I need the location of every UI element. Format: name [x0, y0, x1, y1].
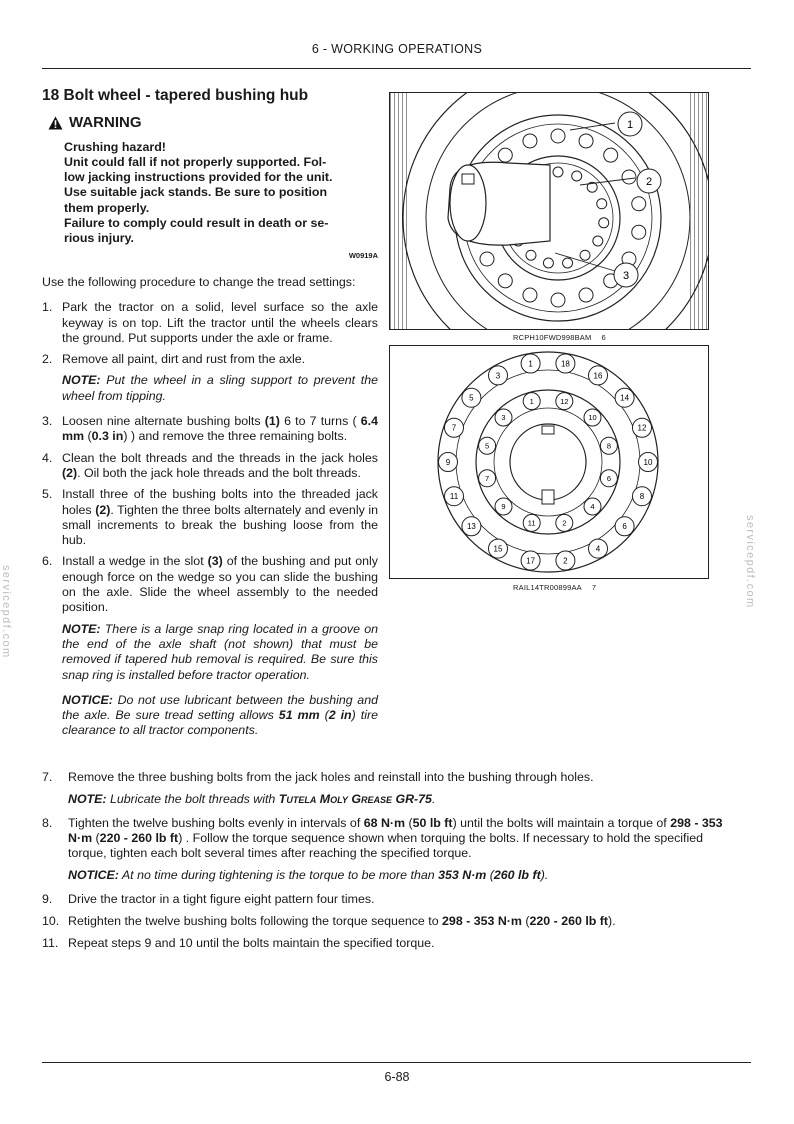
- grease-name: Tutela Moly Grease: [278, 792, 393, 807]
- hub-bolt: [599, 218, 609, 228]
- measure-metric: 51 mm: [278, 708, 320, 723]
- warning-line: Unit could fall if not properly supported. Fol-: [64, 154, 327, 169]
- figure-6-caption: [513, 333, 606, 342]
- step-text: of the bushing and put only enough force on the wedge so you can slide the bushing on the axle. Slide the wheel assembly to the needed position.: [62, 554, 379, 615]
- outer-bolt-label: 5: [469, 393, 474, 403]
- hub-bolt: [523, 288, 537, 302]
- step-text-part: Retighten the twelve bushing bolts following the torque sequence to: [68, 914, 443, 929]
- step-7: [42, 770, 732, 785]
- watermark-right: servicepdf.com: [744, 515, 756, 609]
- warning-body: [64, 140, 378, 263]
- hub-bolt: [498, 148, 512, 162]
- step-text: . Oil both the jack hole threads and the bolt threads.: [77, 465, 361, 480]
- step-11: [42, 936, 732, 951]
- continued-steps: [42, 770, 732, 959]
- measure-metric: 6.4 mm: [62, 414, 378, 444]
- step-number: 6.: [42, 554, 53, 569]
- hub-bolt: [632, 197, 646, 211]
- step-text-part: (: [521, 914, 530, 929]
- step-6: [42, 554, 378, 615]
- hub-bolt: [579, 134, 593, 148]
- warning-triangle-icon: [48, 116, 63, 130]
- torque-range-imperial: 220 - 260 lb ft: [99, 830, 179, 845]
- hub-bolt: [597, 199, 607, 209]
- torque-max-imperial: 260 lb ft: [493, 868, 541, 883]
- step-text: Repeat steps 9 and 10 until the bolts maintain the specified torque.: [68, 936, 435, 951]
- step-text-part: (: [92, 830, 100, 845]
- hub-bolt: [593, 236, 603, 246]
- measure-imperial: 0.3 in: [91, 429, 124, 444]
- warning-line: rious injury.: [64, 231, 134, 246]
- hub-bolt: [579, 288, 593, 302]
- inner-bolt-label: 4: [590, 502, 595, 512]
- torque-sequence-diagram: [390, 346, 708, 578]
- step-text: 6 to 7 turns (: [279, 414, 361, 429]
- outer-bolt-label: 14: [620, 393, 630, 403]
- outer-bolt-label: 4: [595, 544, 601, 554]
- figure-code: RAIL14TR00899AA: [513, 583, 582, 592]
- inner-bolt-label: 1: [529, 396, 534, 406]
- step-number: 9.: [42, 891, 53, 906]
- step-2: [42, 352, 378, 367]
- inner-bolt-label: 7: [485, 474, 490, 483]
- note-text: Put the wheel in a sling support to prevent the wheel from tipping.: [62, 373, 378, 403]
- intro-text: Use the following procedure to change the tread settings:: [42, 274, 356, 289]
- outer-bolt-label: 16: [593, 371, 603, 381]
- grease-code: GR-75: [392, 792, 432, 807]
- hub-bolt: [604, 148, 618, 162]
- callout-ref: (1): [264, 414, 280, 429]
- outer-bolt-label: 17: [526, 556, 536, 566]
- step-text: [68, 914, 732, 929]
- left-column: [42, 88, 378, 749]
- inner-bolt-label: 6: [606, 474, 611, 483]
- figure-number: 6: [601, 333, 606, 342]
- inner-bolt-label: 5: [485, 441, 490, 451]
- notice-label: NOTICE:: [62, 692, 113, 707]
- warning-line: Use suitable jack stands. Be sure to position: [64, 185, 328, 200]
- step-text: . Tighten the three bolts alternately and evenly in small increments to break the bushing loose from the hub.: [62, 502, 378, 548]
- hub-bolt: [526, 250, 536, 260]
- notice-text: (: [319, 708, 329, 723]
- note-text: .: [431, 792, 436, 807]
- torque-imperial: 50 lb ft: [412, 815, 453, 830]
- torque-max-metric: 353 N·m: [438, 868, 487, 883]
- figure-7-torque-sequence: [389, 345, 709, 579]
- notice-text: At no time during tightening is the torque to be more than: [118, 868, 439, 883]
- step-3: [42, 414, 378, 445]
- step-number: 11.: [42, 936, 59, 951]
- step-8: [42, 816, 732, 862]
- step-4: [42, 451, 378, 482]
- page-number: 6-88: [384, 1070, 410, 1084]
- inner-bolt-label: 2: [562, 518, 567, 528]
- note-text: There is a large snap ring located in a groove on the end of the axle shaft (not shown) that must be removed if tapered hub removal is required. Be sure this snap ring is installed before tractor operation.: [62, 621, 378, 682]
- hub-bolt: [572, 171, 582, 181]
- notice-lubricant: [62, 693, 378, 739]
- note-snap-ring: [62, 622, 378, 683]
- inner-bolt-label: 10: [588, 413, 597, 423]
- notice-text: ) tire clearance to all tractor components.: [62, 708, 378, 738]
- outer-bolt-label: 13: [466, 522, 476, 532]
- hub-bolt: [523, 134, 537, 148]
- notice-label: NOTICE:: [68, 868, 119, 883]
- outer-bolt-label: 1: [528, 359, 533, 369]
- step-number: 7.: [42, 770, 53, 784]
- outer-bolt-label: 8: [639, 492, 645, 502]
- step-text-part: Tighten the twelve bushing bolts evenly in intervals of: [68, 815, 364, 830]
- hub-bolt: [553, 167, 563, 177]
- step-1: [42, 300, 378, 346]
- step-5: [42, 487, 378, 548]
- torque-range-metric: 298 - 353 N·m: [442, 914, 522, 929]
- outer-bolt-label: 2: [563, 556, 568, 566]
- header-rule: [42, 68, 751, 69]
- warning-code: W0919A: [348, 250, 378, 260]
- warning-line: low jacking instructions provided for the unit.: [64, 170, 333, 185]
- warning-heading: [48, 115, 378, 130]
- step-number: 10.: [42, 914, 60, 929]
- outer-bolt-label: 10: [643, 457, 653, 467]
- step-text: Drive the tractor in a tight figure eight pattern four times.: [68, 891, 375, 906]
- warning-line: them properly.: [64, 200, 150, 215]
- outer-bolt-label: 3: [495, 371, 501, 381]
- step-number: 1.: [42, 300, 53, 315]
- figure-code: RCPH10FWD998BAM: [513, 333, 592, 342]
- hub-bolt: [498, 274, 512, 288]
- inner-bolt-label: 11: [527, 518, 536, 528]
- step-number: 8.: [42, 815, 53, 830]
- step-number: 2.: [42, 352, 53, 367]
- warning-label: WARNING: [69, 114, 142, 132]
- outer-bolt-label: 12: [637, 423, 647, 433]
- inner-bolt-label: 3: [501, 413, 506, 423]
- callout-1: 1: [626, 119, 634, 131]
- torque-range-imperial: 220 - 260 lb ft: [529, 914, 609, 929]
- steps-list: [42, 414, 378, 616]
- outer-bolt-label: 11: [449, 492, 459, 502]
- hub-bolt: [563, 258, 573, 268]
- step-number: 3.: [42, 414, 53, 429]
- hub-bolt: [551, 129, 565, 143]
- figure-number: 7: [591, 583, 597, 592]
- outer-bolt-label: 15: [493, 544, 503, 554]
- step-text: Install three of the bushing bolts into the threaded jack holes: [62, 487, 378, 517]
- hub-bolt: [632, 225, 646, 239]
- step-text: Park the tractor on a solid, level surface so the axle keyway is on top. Lift the tractor until the wheels clears the ground. Put supports under the axle or frame.: [62, 300, 378, 345]
- step-text-part: ) . Follow the torque sequence shown when torquing the bolts. If necessary to hold the specified torque, tighten each bolt several times after reaching the specified torque.: [68, 830, 704, 861]
- note-text: Lubricate the bolt threads with: [106, 792, 279, 807]
- outer-bolt-label: 7: [451, 423, 457, 433]
- inner-bolt-label: 9: [501, 502, 506, 512]
- inner-bolt-label: 8: [606, 441, 611, 451]
- callout-3: 3: [622, 270, 630, 282]
- watermark-left: servicepdf.com: [0, 565, 12, 659]
- callout-2: 2: [645, 176, 653, 188]
- note-label: NOTE:: [62, 373, 101, 388]
- note-label: NOTE:: [62, 621, 101, 636]
- outer-bolt-label: 18: [560, 359, 570, 369]
- step-9: [42, 892, 732, 907]
- torque-metric: 68 N·m: [363, 815, 406, 830]
- notice-text: (: [486, 868, 494, 883]
- page-header: 6 - WORKING OPERATIONS: [311, 42, 483, 56]
- step-text: Remove all paint, dirt and rust from the axle.: [62, 352, 306, 367]
- step-number: 4.: [42, 450, 53, 465]
- step-text: ) ) and remove the three remaining bolts.: [123, 429, 348, 444]
- hub-bolt: [551, 293, 565, 307]
- step-text-part: ).: [608, 914, 616, 929]
- steps-list: [42, 300, 378, 367]
- notice-max-torque: [68, 868, 732, 883]
- torque-range-metric: 298 - 353 N·m: [68, 815, 723, 845]
- hub-bolt: [622, 170, 636, 184]
- measure-imperial: 2 in: [328, 708, 352, 723]
- note-lubricate: [68, 792, 732, 807]
- note-label: NOTE:: [68, 792, 107, 807]
- step-text: Clean the bolt threads and the threads in the jack holes: [62, 450, 378, 465]
- step-number: 5.: [42, 487, 53, 502]
- step-text: [68, 816, 732, 862]
- footer-rule: [42, 1062, 751, 1063]
- outer-bolt-label: 6: [622, 522, 627, 532]
- hub-bolt: [543, 258, 553, 268]
- warning-line: Failure to comply could result in death or se-: [64, 216, 329, 231]
- step-text: Loosen nine alternate bushing bolts: [62, 414, 265, 429]
- step-text: Install a wedge in the slot: [62, 554, 208, 569]
- callout-ref: (2): [95, 502, 111, 517]
- inner-bolt-label: 12: [560, 396, 569, 406]
- callout-ref: (3): [207, 554, 223, 569]
- notice-text: Do not use lubricant between the bushing and the axle. Be sure tread setting allows: [62, 692, 378, 723]
- section-title: 18 Bolt wheel - tapered bushing hub: [42, 87, 309, 104]
- step-text: (: [84, 429, 92, 444]
- hub-drawing: [390, 93, 708, 329]
- step-text-part: ) until the bolts will maintain a torque of: [452, 815, 671, 830]
- step-text: Remove the three bushing bolts from the jack holes and reinstall into the bushing through holes.: [68, 770, 594, 784]
- step-10: [42, 914, 732, 929]
- figure-7-caption: [513, 583, 596, 592]
- note-sling: [62, 373, 378, 404]
- warning-line: Crushing hazard!: [64, 139, 166, 154]
- figure-6-hub-illustration: [389, 92, 709, 330]
- step-text-part: (: [405, 815, 413, 830]
- notice-text: ).: [540, 868, 549, 883]
- hub-bolt: [580, 250, 590, 260]
- hub-bolt: [480, 252, 494, 266]
- callout-ref: (2): [62, 465, 78, 480]
- outer-bolt-label: 9: [445, 457, 451, 467]
